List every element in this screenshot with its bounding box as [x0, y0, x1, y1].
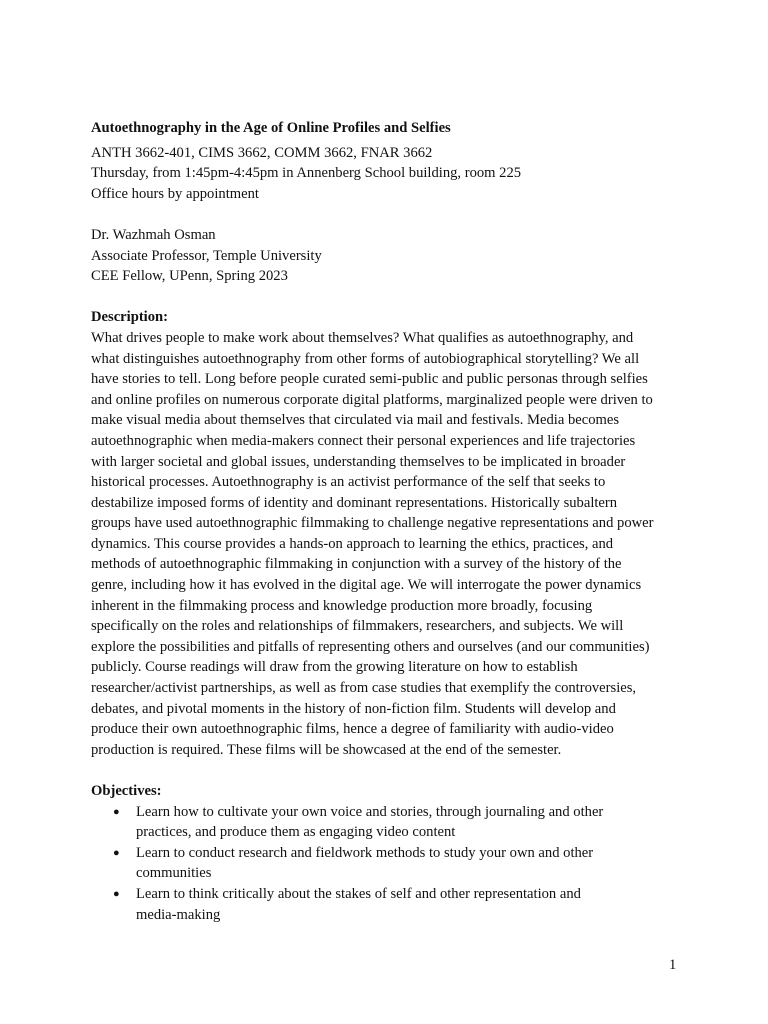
description-line: have stories to tell. Long before people curated semi-public and public personas through selfies	[91, 371, 648, 388]
objective-line: Learn how to cultivate your own voice and stories, through journaling and other	[136, 803, 604, 820]
description-line: make visual media about themselves that circulated via mail and festivals. Media becomes	[91, 412, 620, 429]
course-schedule: Thursday, from 1:45pm-4:45pm in Annenberg School building, room 225	[91, 165, 522, 182]
objective-line: media-making	[136, 906, 221, 923]
list-item	[91, 843, 681, 884]
instructor-fellowship: CEE Fellow, UPenn, Spring 2023	[91, 268, 288, 285]
description-line: specifically on the roles and relationships of filmmakers, researchers, and subjects. We will	[91, 618, 624, 635]
description-line: explore the possibilities and pitfalls of representing others and ourselves (and our communities)	[91, 638, 650, 655]
instructor-position: Associate Professor, Temple University	[91, 247, 322, 264]
description-line: What drives people to make work about themselves? What qualifies as autoethnography, and	[91, 329, 634, 346]
instructor-name: Dr. Wazhmah Osman	[91, 226, 216, 243]
description-line: destabilize imposed forms of identity and dominant representations. Historically subaltern	[91, 494, 618, 511]
list-item	[91, 884, 681, 925]
description-line: autoethnographic when media-makers connect their personal experiences and life trajectories	[91, 432, 636, 449]
description-paragraph	[91, 328, 681, 760]
description-line: production is required. These films will be showcased at the end of the semester.	[91, 741, 562, 758]
description-line: what distinguishes autoethnography from other forms of autobiographical storytelling? We all	[91, 350, 640, 367]
objective-line: Learn to conduct research and fieldwork methods to study your own and other	[136, 844, 594, 861]
description-line: researcher/activist partnerships, as well as from case studies that exemplify the controversies,	[91, 680, 637, 697]
description-line: debates, and pivotal moments in the history of non-fiction film. Students will develop and	[91, 700, 616, 717]
description-line: publicly. Course readings will draw from the growing literature on how to establish	[91, 659, 578, 676]
description-line: methods of autoethnographic filmmaking in conjunction with a survey of the history of the	[91, 556, 622, 573]
objective-line: communities	[136, 865, 212, 882]
description-line: and online profiles on numerous corporate digital platforms, marginalized people were driven to	[91, 391, 653, 408]
description-line: inherent in the filmmaking process and knowledge production more broadly, focusing	[91, 597, 593, 614]
syllabus-page	[91, 118, 681, 925]
objectives-list	[91, 802, 681, 926]
course-codes: ANTH 3662-401, CIMS 3662, COMM 3662, FNAR 3662	[91, 144, 433, 161]
description-line: with larger societal and global issues, understanding themselves to be implicated in broader	[91, 453, 626, 470]
description-line: genre, including how it has evolved in the digital age. We will interrogate the power dynamics	[91, 577, 642, 594]
page-number: 1	[669, 957, 677, 973]
office-hours: Office hours by appointment	[91, 185, 259, 202]
course-title: Autoethnography in the Age of Online Profiles and Selfies	[91, 120, 451, 136]
objective-line: Learn to think critically about the stakes of self and other representation and	[136, 885, 581, 902]
description-line: dynamics. This course provides a hands-on approach to learning the ethics, practices, and	[91, 535, 614, 552]
description-line: groups have used autoethnographic filmmaking to challenge negative representations and power	[91, 515, 654, 532]
description-line: historical processes. Autoethnography is an activist performance of the self that seeks to	[91, 474, 606, 491]
objective-line: practices, and produce them as engaging video content	[136, 824, 456, 841]
bullet-icon: ●	[113, 887, 120, 900]
bullet-icon: ●	[113, 805, 120, 818]
bullet-icon: ●	[113, 846, 120, 859]
description-heading: Description:	[91, 309, 169, 326]
objectives-heading: Objectives:	[91, 783, 162, 799]
list-item	[91, 802, 681, 843]
description-line: produce their own autoethnographic films, hence a degree of familiarity with audio-video	[91, 721, 614, 738]
